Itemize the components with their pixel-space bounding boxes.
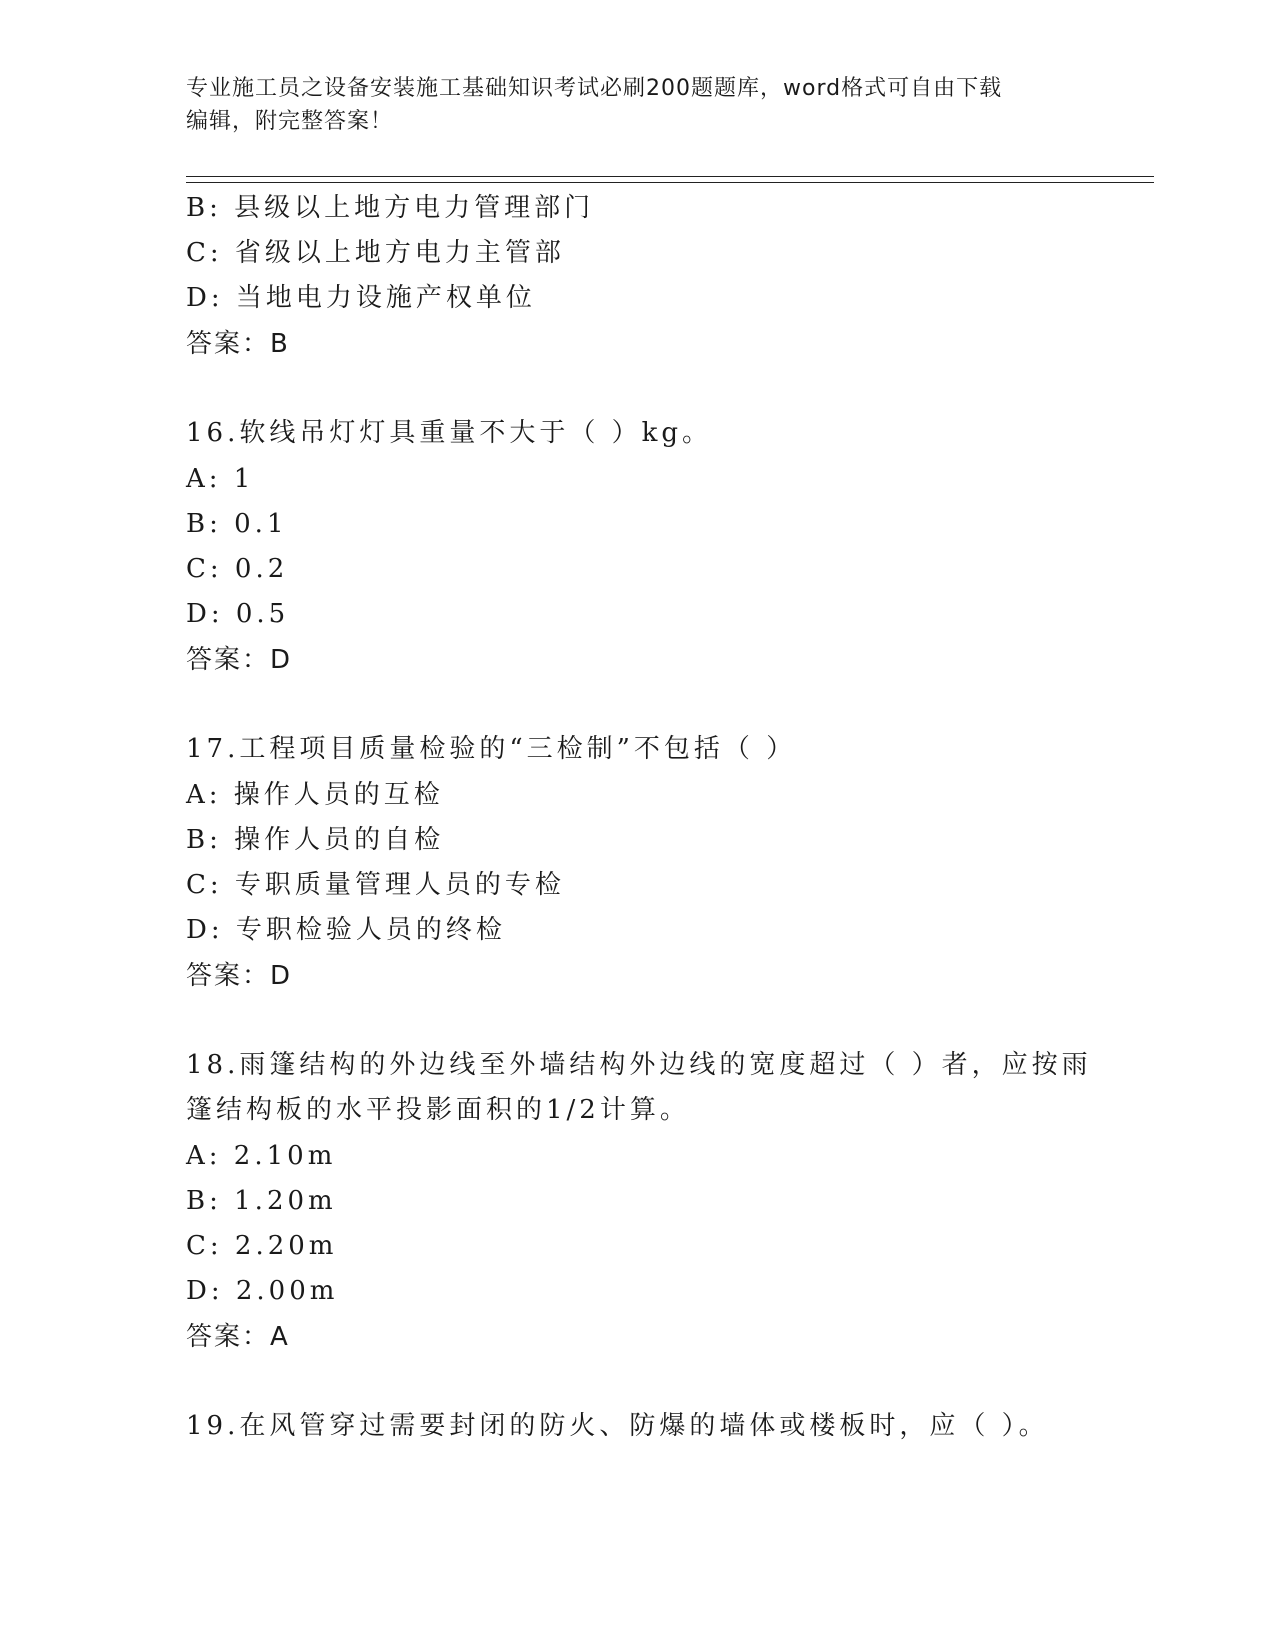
q18-answer: 答案：A xyxy=(186,1322,290,1352)
q17-answer: 答案：D xyxy=(186,961,293,991)
q16-option-d: D: 0.5 xyxy=(186,599,290,629)
q15-option-b: B: 县级以上地方电力管理部门 xyxy=(186,193,595,223)
document-header xyxy=(186,72,1066,138)
q19-question: 19.在风管穿过需要封闭的防火、防爆的墙体或楼板时，应（ ）。 xyxy=(186,1411,1049,1441)
q17-option-a: A: 操作人员的互检 xyxy=(186,780,444,810)
header-divider-top xyxy=(186,176,1154,177)
q18-question-line-2: 篷结构板的水平投影面积的1/2计算。 xyxy=(186,1095,690,1125)
q17-question: 17.工程项目质量检验的“三检制”不包括（ ） xyxy=(186,734,797,764)
q18-option-b: B: 1.20m xyxy=(186,1186,337,1216)
header-divider-bottom xyxy=(186,182,1154,183)
q17-option-b: B: 操作人员的自检 xyxy=(186,825,445,855)
q15-option-c: C: 省级以上地方电力主管部 xyxy=(186,238,565,268)
q16-option-c: C: 0.2 xyxy=(186,554,289,584)
q18-option-d: D: 2.00m xyxy=(186,1276,339,1306)
q18-option-c: C: 2.20m xyxy=(186,1231,338,1261)
q15-answer: 答案：B xyxy=(186,329,290,359)
q16-answer: 答案：D xyxy=(186,645,293,675)
q16-option-a: A: 1 xyxy=(186,464,255,494)
q16-option-b: B: 0.1 xyxy=(186,509,288,539)
q18-option-a: A: 2.10m xyxy=(186,1141,337,1171)
header-title-line-1: 专业施工员之设备安装施工基础知识考试必刷200题题库，word格式可自由下载 xyxy=(186,76,1003,101)
header-title-line-2: 编辑，附完整答案！ xyxy=(186,109,394,134)
q15-option-d: D: 当地电力设施产权单位 xyxy=(186,283,536,313)
q18-question-line-1: 18.雨篷结构的外边线至外墙结构外边线的宽度超过（ ）者，应按雨 xyxy=(186,1050,1092,1080)
q16-question: 16.软线吊灯灯具重量不大于（ ）kg。 xyxy=(186,418,713,448)
q17-option-d: D: 专职检验人员的终检 xyxy=(186,915,506,945)
q17-option-c: C: 专职质量管理人员的专检 xyxy=(186,870,565,900)
